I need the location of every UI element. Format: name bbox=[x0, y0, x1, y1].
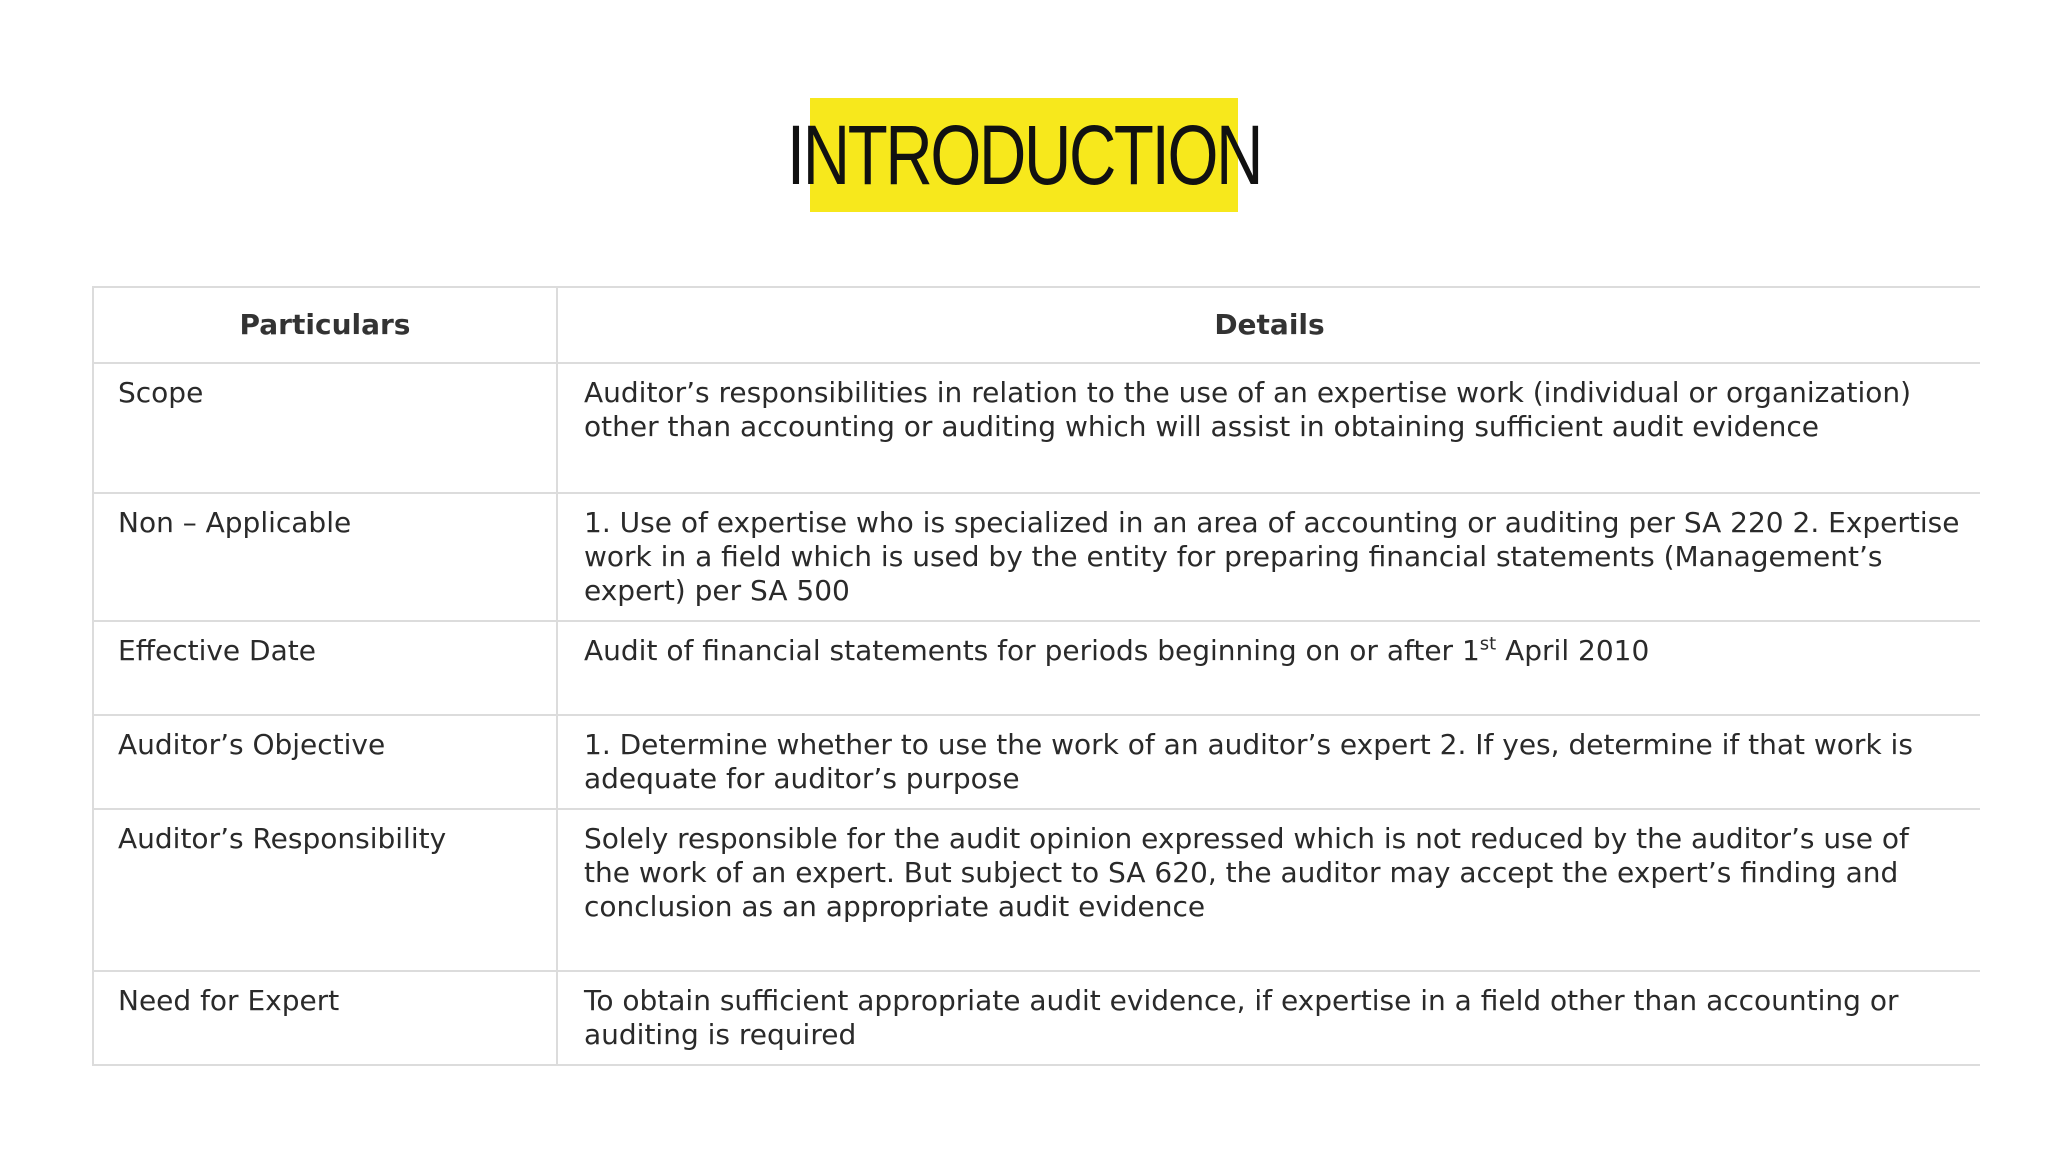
row-details: To obtain sufficient appropriate audit evidence, if expertise in a field other than accounting or auditing is required bbox=[557, 971, 1981, 1065]
details-text: Audit of financial statements for periods beginning on or after 1 bbox=[584, 634, 1480, 667]
table-row bbox=[93, 809, 1981, 971]
row-particular: Non – Applicable bbox=[93, 493, 557, 621]
row-details: 1. Use of expertise who is specialized in an area of accounting or auditing per SA 220 2. Expertise work in a field which is used by the entity for preparing financial statements (Management’s expert) per SA 500 bbox=[557, 493, 1981, 621]
row-details: Solely responsible for the audit opinion expressed which is not reduced by the auditor’s use of the work of an expert. But subject to SA 620, the auditor may accept the expert’s finding and conclusion as an appropriate audit evidence bbox=[557, 809, 1981, 971]
row-details: Auditor’s responsibilities in relation to the use of an expertise work (individual or organization) other than accounting or auditing which will assist in obtaining sufficient audit evidence bbox=[557, 363, 1981, 493]
table-row bbox=[93, 971, 1981, 1065]
header-particulars: Particulars bbox=[93, 287, 557, 363]
header-details: Details bbox=[557, 287, 1981, 363]
page-title: INTRODUCTION bbox=[786, 108, 1262, 202]
row-particular: Effective Date bbox=[93, 621, 557, 715]
ordinal-suffix: st bbox=[1479, 633, 1497, 655]
row-details bbox=[557, 621, 1981, 715]
title-highlight bbox=[786, 98, 1262, 212]
right-margin-mask bbox=[1980, 280, 2048, 1080]
table-row bbox=[93, 493, 1981, 621]
table-row bbox=[93, 715, 1981, 809]
row-particular: Auditor’s Objective bbox=[93, 715, 557, 809]
table-row bbox=[93, 621, 1981, 715]
table-row bbox=[93, 363, 1981, 493]
introduction-table bbox=[92, 286, 1981, 1066]
row-particular: Scope bbox=[93, 363, 557, 493]
details-text: April 2010 bbox=[1496, 634, 1650, 667]
row-particular: Auditor’s Responsibility bbox=[93, 809, 557, 971]
row-details: 1. Determine whether to use the work of an auditor’s expert 2. If yes, determine if that work is adequate for auditor’s purpose bbox=[557, 715, 1981, 809]
table-header-row bbox=[93, 287, 1981, 363]
row-particular: Need for Expert bbox=[93, 971, 557, 1065]
